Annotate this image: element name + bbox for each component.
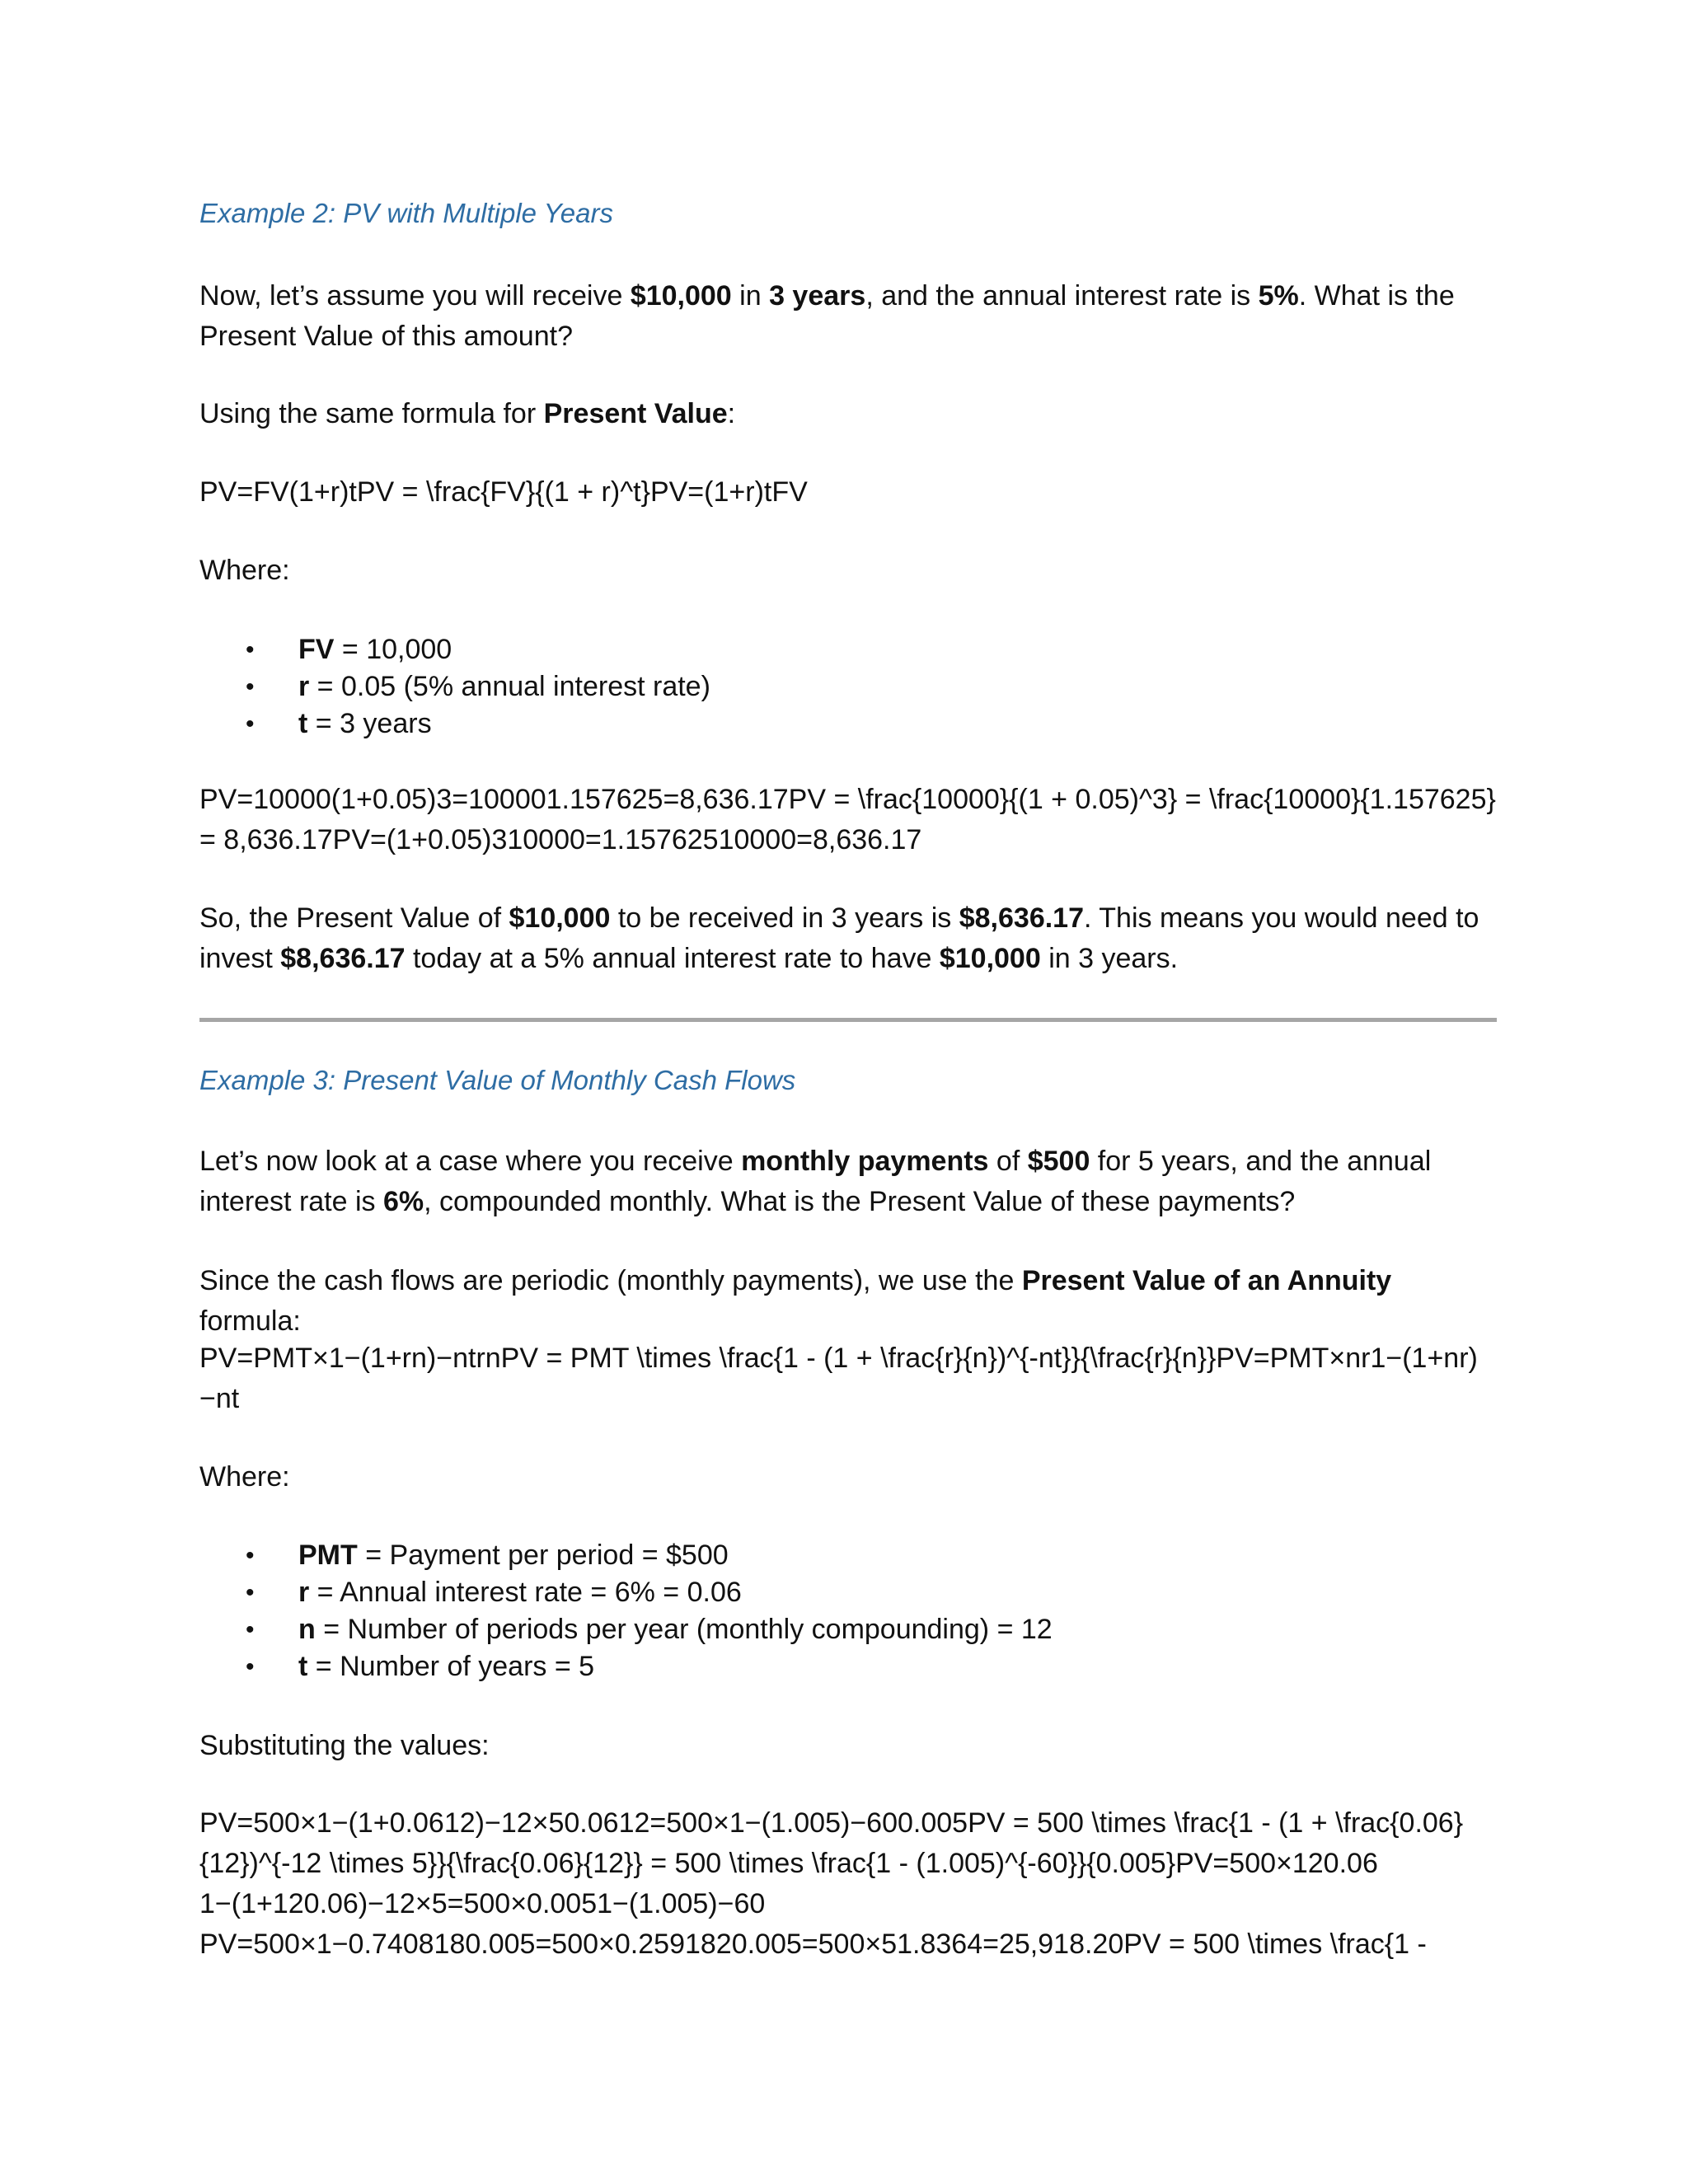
variable-value: = Annual interest rate = 6% = 0.06 xyxy=(309,1577,742,1608)
example-3-where-label: Where: xyxy=(199,1461,290,1493)
example-2-heading: Example 2: PV with Multiple Years xyxy=(199,198,613,228)
example-2-formula: PV=FV(1+r)tPV = \frac{FV}{(1 + r)^t}PV=(1+r)tFV xyxy=(199,476,808,508)
variable-value: = 0.05 (5% annual interest rate) xyxy=(309,671,710,702)
calculation-line: PV=500×1−(1+0.0612)−12×50.0612=500×1−(1.005)−600.005PV = 500 \times \frac{1 - (1 + \frac{0.06} xyxy=(199,1807,1464,1839)
conclusion-text: today at a 5% annual interest rate to have xyxy=(405,943,940,974)
present-value: $8,636.17 xyxy=(959,902,1084,934)
payment-type: monthly payments xyxy=(741,1146,989,1177)
conclusion-text: . This means you would need to invest xyxy=(199,902,1479,974)
bullet-icon: • xyxy=(246,1653,255,1680)
calculation-line: PV=500×1−0.7408180.005=500×0.2591820.005=500×51.8364=25,918.20PV = 500 \times \frac{1 - xyxy=(199,1929,1427,1960)
variable-name: PMT xyxy=(298,1540,358,1571)
bullet-icon: • xyxy=(246,1579,255,1606)
payment-amount: $500 xyxy=(1027,1146,1090,1177)
list-item xyxy=(199,631,710,668)
variable-name: FV xyxy=(298,634,335,665)
formula-name: Present Value of an Annuity xyxy=(1021,1265,1392,1296)
intro-text: for 5 years, and the annual interest rate is xyxy=(199,1146,1432,1217)
variable-name: r xyxy=(298,671,310,702)
conclusion-text: So, the Present Value of xyxy=(199,902,509,934)
variable-value: = Payment per period = $500 xyxy=(357,1540,729,1571)
example-3-intro xyxy=(199,1141,1497,1222)
variable-name: r xyxy=(298,1577,310,1608)
rate-value: 5% xyxy=(1258,280,1299,312)
example-2-formula-intro xyxy=(199,394,1497,434)
present-value: $8,636.17 xyxy=(280,943,406,974)
amount-value: $10,000 xyxy=(939,943,1041,974)
example-3-variable-list xyxy=(199,1537,1053,1685)
intro-text: . What is the Present Value of this amount? xyxy=(199,280,1455,352)
example-3-calculation xyxy=(199,1803,1497,1965)
calculation-line: {12})^{-12 \times 5}}{\frac{0.06}{12}} = 500 \times \frac{1 - (1.005)^{-60}}{0.005}PV=500×120.06 xyxy=(199,1848,1378,1879)
example-3-formula: PV=PMT×1−(1+rn)−ntrnPV = PMT \times \frac{1 - (1 + \frac{r}{n})^{-nt}}{\frac{r}{n}}PV=PMT×nr1−(1+nr)−nt xyxy=(199,1343,1478,1414)
formula-intro-text: formula: xyxy=(199,1305,301,1337)
list-item xyxy=(199,668,710,705)
rate-value: 6% xyxy=(382,1186,424,1217)
variable-value: = 3 years xyxy=(307,708,432,739)
bullet-icon: • xyxy=(246,673,255,701)
variable-value: = 10,000 xyxy=(334,634,452,665)
variable-value: = Number of years = 5 xyxy=(307,1651,595,1682)
example-2-where-label: Where: xyxy=(199,555,290,586)
list-item xyxy=(199,1611,1053,1648)
intro-text: of xyxy=(988,1146,1028,1177)
example-2-conclusion xyxy=(199,898,1497,979)
example-2-intro xyxy=(199,276,1497,357)
section-divider xyxy=(199,1018,1497,1022)
intro-text: , and the annual interest rate is xyxy=(865,280,1259,312)
formula-intro-text: : xyxy=(727,398,736,429)
bullet-icon: • xyxy=(246,636,255,663)
list-item xyxy=(199,1574,1053,1611)
bullet-icon: • xyxy=(246,710,255,738)
formula-intro-text: Using the same formula for xyxy=(199,398,544,429)
variable-name: n xyxy=(298,1614,316,1645)
formula-name: Present Value xyxy=(543,398,728,429)
list-item xyxy=(199,705,710,743)
calculation-line: 1−(1+120.06)−12×5=500×0.0051−(1.005)−60 xyxy=(199,1888,766,1919)
bullet-icon: • xyxy=(246,1542,255,1569)
example-3-formula-intro xyxy=(199,1261,1497,1342)
variable-name: t xyxy=(298,1651,308,1682)
amount-value: $10,000 xyxy=(630,280,732,312)
variable-name: t xyxy=(298,708,308,739)
example-2-calculation: PV=10000(1+0.05)3=100001.157625=8,636.17PV = \frac{10000}{(1 + 0.05)^3} = \frac{10000}{1.157625} = 8,636.17PV=(1+0.05)310000=1.15762510000=8,636.17 xyxy=(199,784,1496,855)
years-value: 3 years xyxy=(769,280,866,312)
intro-text: , compounded monthly. What is the Present Value of these payments? xyxy=(424,1186,1296,1217)
bullet-icon: • xyxy=(246,1616,255,1643)
variable-value: = Number of periods per year (monthly compounding) = 12 xyxy=(315,1614,1053,1645)
conclusion-text: to be received in 3 years is xyxy=(610,902,959,934)
amount-value: $10,000 xyxy=(509,902,611,934)
example-3-heading: Example 3: Present Value of Monthly Cash Flows xyxy=(199,1065,796,1095)
intro-text: in xyxy=(731,280,770,312)
intro-text: Now, let’s assume you will receive xyxy=(199,280,631,312)
intro-text: Let’s now look at a case where you receive xyxy=(199,1146,742,1177)
conclusion-text: in 3 years. xyxy=(1040,943,1179,974)
list-item xyxy=(199,1537,1053,1574)
example-2-variable-list xyxy=(199,631,710,743)
formula-intro-text: Since the cash flows are periodic (monthly payments), we use the xyxy=(199,1265,1022,1296)
list-item xyxy=(199,1648,1053,1685)
example-3-substituting-label: Substituting the values: xyxy=(199,1730,490,1761)
